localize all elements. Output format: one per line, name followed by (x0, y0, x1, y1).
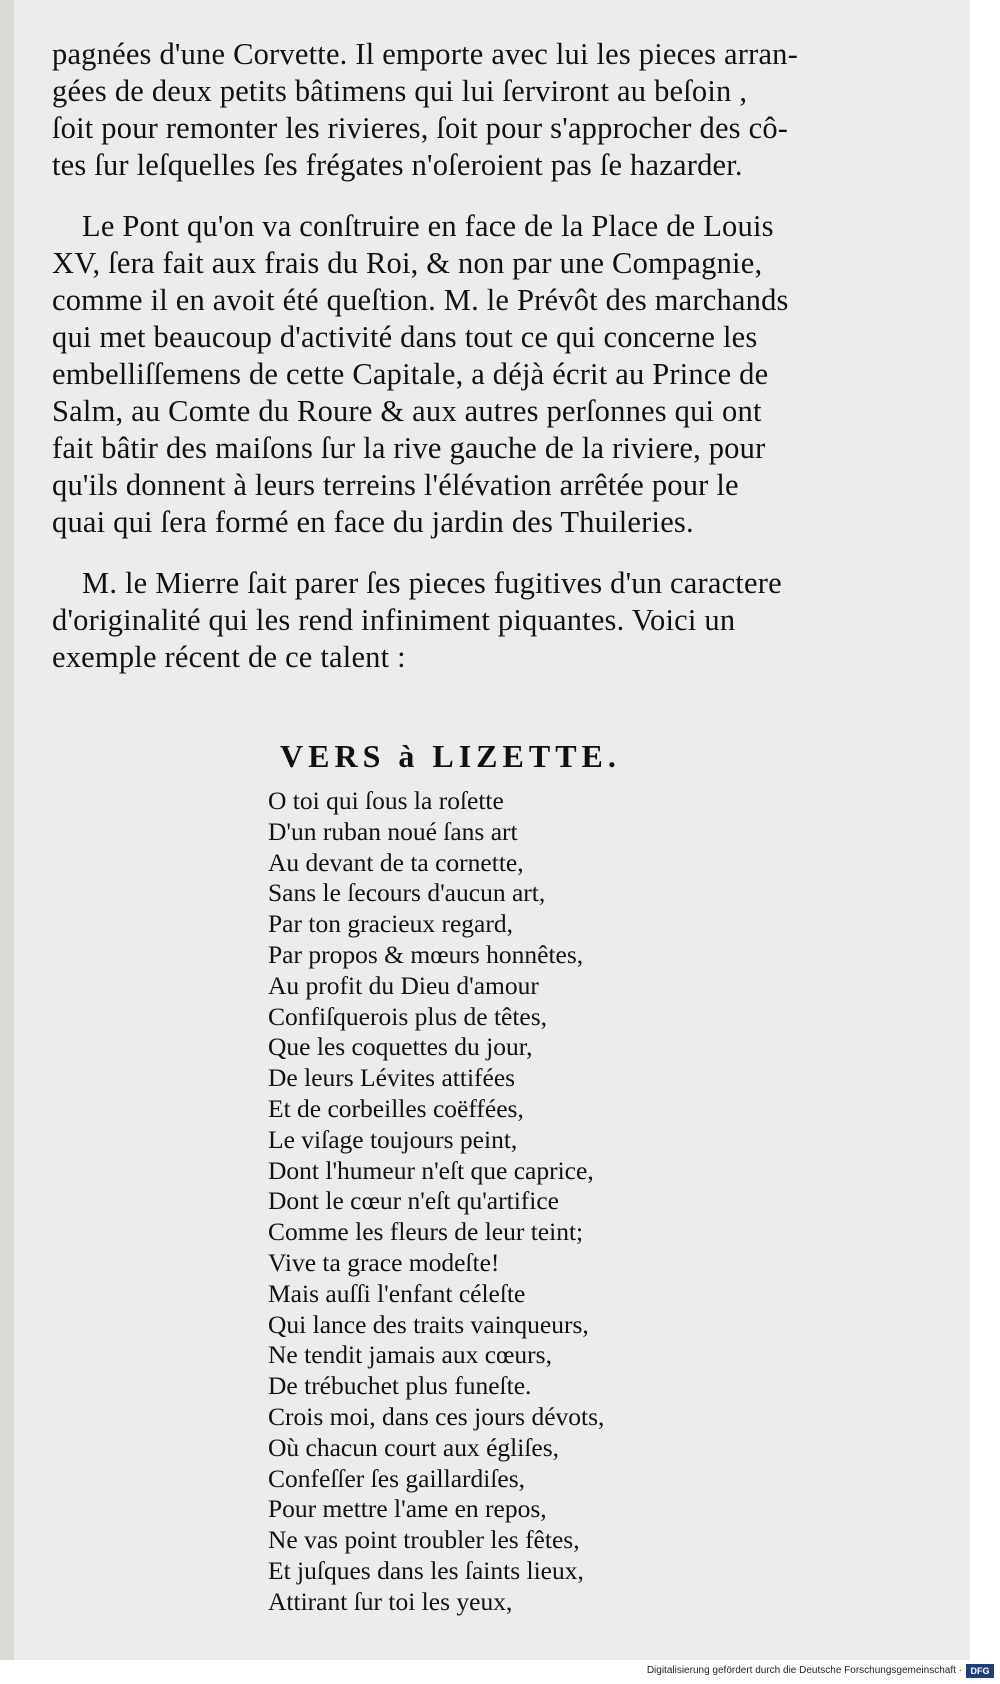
text-line: tes ſur leſquelles ſes frégates n'oſeroient pas ſe hazarder. (52, 148, 743, 182)
text-line: quai qui ſera formé en face du jardin des Thuileries. (52, 505, 694, 539)
text-line: M. le Mierre ſait parer ſes pieces fugitives d'un caractere (82, 566, 782, 600)
paragraph-corvette (52, 36, 957, 184)
poem-line: Ne tendit jamais aux cœurs, (268, 1340, 552, 1370)
digitization-footer (0, 1660, 1000, 1684)
text-line: pagnées d'une Corvette. Il emporte avec lui les pieces arran- (52, 37, 798, 71)
page-edge-shadow (0, 0, 14, 1660)
page-right-margin (970, 0, 1000, 1660)
poem-line: Mais auſſi l'enfant céleſte (268, 1278, 526, 1308)
text-line: qu'ils donnent à leurs terreins l'élévation arrêtée pour le (52, 468, 739, 502)
text-line: exemple récent de ce talent : (52, 640, 406, 674)
poem-line: O toi qui ſous la roſette (268, 786, 504, 815)
poem-line: Confiſquerois plus de têtes, (268, 1001, 548, 1031)
poem-line: Que les coquettes du jour, (268, 1032, 533, 1062)
poem-line: Sans le ſecours d'aucun art, (268, 878, 546, 908)
poem-line: Comme les fleurs de leur teint; (268, 1217, 584, 1247)
poem-line: Le viſage toujours peint, (268, 1124, 518, 1154)
poem-line: D'un ruban noué ſans art (268, 816, 518, 846)
text-line: Salm, au Comte du Roure & aux autres perſonnes qui ont (52, 394, 762, 428)
text-line: ſoit pour remonter les rivieres, ſoit pour s'approcher des cô- (52, 111, 789, 145)
poem-line: Pour mettre l'ame en repos, (268, 1494, 547, 1524)
poem-line: Au profit du Dieu d'amour (268, 970, 539, 1000)
poem-line: De leurs Lévites attifées (268, 1063, 516, 1093)
poem-line: De trébuchet plus funeſte. (268, 1371, 532, 1401)
poem-line: Confeſſer ſes gaillardiſes, (268, 1463, 526, 1493)
poem-line: Attirant ſur toi les yeux, (268, 1586, 513, 1616)
text-line: gées de deux petits bâtimens qui lui ſerviront au beſoin , (52, 74, 748, 108)
poem-line: Dont l'humeur n'eſt que caprice, (268, 1155, 594, 1185)
text-line: comme il en avoit été queſtion. M. le Prévôt des marchands (52, 283, 789, 317)
poem-line: Qui lance des traits vainqueurs, (268, 1309, 589, 1339)
text-line: fait bâtir des maiſons ſur la rive gauche de la riviere, pour (52, 431, 766, 465)
text-line: XV, ſera fait aux frais du Roi, & non par une Compagnie, (52, 246, 763, 280)
paragraph-pont (52, 208, 957, 541)
poem-verses (268, 786, 748, 1618)
dfg-logo-icon: DFG (966, 1664, 994, 1678)
prose-body (52, 36, 957, 700)
footer-credit: Digitalisierung gefördert durch die Deutsche Forschungsgemeinschaft · (646, 1665, 962, 1676)
poem-line: Et juſques dans les ſaints lieux, (268, 1555, 584, 1585)
text-line: Le Pont qu'on va conſtruire en face de la Place de Louis (82, 209, 774, 243)
paragraph-lemierre (52, 565, 957, 676)
poem-line: Au devant de ta cornette, (268, 847, 524, 877)
poem-line: Dont le cœur n'eſt qu'artifice (268, 1186, 559, 1216)
poem-line: Où chacun court aux égliſes, (268, 1432, 560, 1462)
poem-line: Ne vas point troubler les fêtes, (268, 1525, 580, 1555)
poem-line: Vive ta grace modeſte! (268, 1247, 500, 1277)
poem-line: Par ton gracieux regard, (268, 909, 513, 939)
text-line: d'originalité qui les rend infiniment piquantes. Voici un (52, 603, 736, 637)
poem-line: Et de corbeilles coëffées, (268, 1093, 524, 1123)
text-line: qui met beaucoup d'activité dans tout ce qui concerne les (52, 320, 758, 354)
poem-line: Par propos & mœurs honnêtes, (268, 939, 584, 969)
poem-title: VERS à LIZETTE. (280, 738, 621, 774)
text-line: embelliſſemens de cette Capitale, a déjà écrit au Prince de (52, 357, 769, 391)
poem-line: Crois moi, dans ces jours dévots, (268, 1401, 605, 1431)
